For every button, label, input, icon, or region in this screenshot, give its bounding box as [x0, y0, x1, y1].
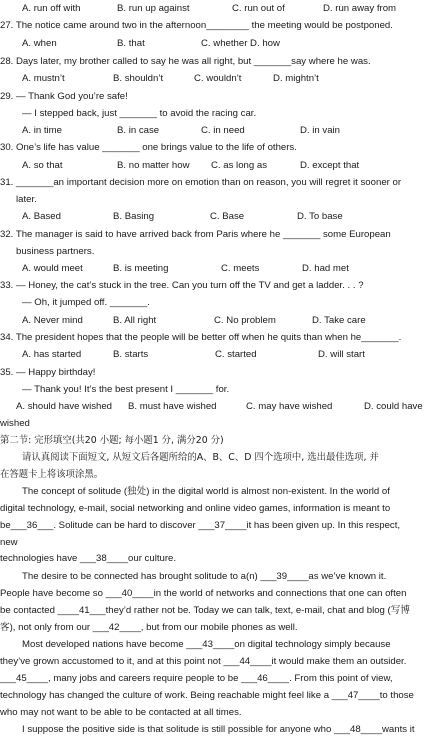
q31-option-c: C. Base — [210, 211, 245, 222]
q29-reply: — I stepped back, just _______ to avoid the racing car. — [22, 108, 257, 119]
q33-option-c: C. No problem — [214, 315, 276, 326]
passage-line: who may not want to be able to be contacted at all times. — [0, 707, 242, 718]
passage-line: The desire to be connected has brought solitude to a(n) ___39____as we’ve known it. — [22, 571, 387, 582]
q28-option-c: C. wouldn’t — [194, 73, 242, 84]
passage-line: technology has changed the culture of work. Being reachable might feel like a ___47____to those — [0, 690, 414, 701]
q35-reply: — Thank you! It’s the best present I _______ for. — [22, 384, 230, 395]
passage-line: digital technology, e-mail, social networking and online video games, information is meant to — [0, 503, 391, 514]
section-instruction: 请认真阅读下面短文, 从短文后各题所给的A、B、C、D 四个选项中, 选出最佳选项, 并 — [22, 452, 379, 463]
passage-line: People have become so ___40____in the world of networks and connections that one can often — [0, 588, 407, 599]
q34-option-d: D. will start — [318, 349, 365, 360]
passage-line: Most developed nations have become ___43____on digital technology simply because — [22, 639, 391, 650]
q33-option-b: B. All right — [113, 315, 157, 326]
q30-stem: 30. One’s life has value _______ one brings value to the life of others. — [0, 142, 297, 153]
q30-option-c: C. as long as — [211, 160, 267, 171]
q29-stem: 29. — Thank God you’re safe! — [0, 91, 128, 102]
q28-option-a: A. mustn’t — [22, 73, 65, 84]
q29-option-a: A. in time — [22, 125, 62, 136]
passage-line: ___45____, many jobs and careers require people to be ___46____. From this point of view, — [0, 673, 393, 684]
q35-option-a: A. should have wished — [16, 401, 112, 412]
q34-stem: 34. The president hopes that the people will be better off when he quits than when he_______. — [0, 332, 402, 343]
section-heading: 第二节: 完形填空(共20 小题; 每小题1 分, 满分20 分) — [0, 435, 224, 446]
q26-option-a: A. run off with — [22, 3, 81, 14]
q32-option-b: B. is meeting — [113, 263, 169, 274]
q33-option-d: D. Take care — [312, 315, 366, 326]
passage-line: new — [0, 537, 18, 548]
q26-option-d: D. run away from — [323, 3, 397, 14]
q35-option-d-cont: wished — [0, 418, 30, 429]
q35-option-b: B. must have wished — [128, 401, 217, 412]
q28-stem: 28. Days later, my brother called to say he was all right, but _______say where he was. — [0, 56, 371, 67]
q32-stem-cont: business partners. — [16, 246, 95, 257]
q34-option-b: B. starts — [113, 349, 149, 360]
q35-option-c: C. may have wished — [246, 401, 333, 412]
q27-option-a: A. when — [22, 38, 57, 49]
q29-option-d: D. in vain — [300, 125, 340, 136]
q31-stem-cont: later. — [16, 194, 37, 205]
q30-option-a: A. so that — [22, 160, 63, 171]
passage-line: be contacted ____41___they’d rather not be. Today we can talk, text, e-mail, chat and blog (写博 — [0, 605, 410, 616]
q35-stem: 35. — Happy birthday! — [0, 367, 96, 378]
passage-line: I suppose the positive side is that solitude is still possible for anyone who ___48____wants it — [22, 724, 415, 735]
q34-option-a: A. has started — [22, 349, 82, 360]
passage-line: technologies have ___38____our culture. — [0, 553, 177, 564]
q32-option-d: D. had met — [302, 263, 349, 274]
q27-option-b: B. that — [117, 38, 145, 49]
passage-line: 客), not only from our ___42____, but from our mobile phones as well. — [0, 622, 298, 633]
q33-option-a: A. Never mind — [22, 315, 83, 326]
q32-stem: 32. The manager is said to have arrived back from Paris where he _______ some European — [0, 229, 391, 240]
q31-option-a: A. Based — [22, 211, 61, 222]
q32-option-a: A. would meet — [22, 263, 83, 274]
section-instruction-cont: 在答题卡上将该项涂黑。 — [0, 469, 104, 480]
q34-option-c: C. started — [215, 349, 257, 360]
q31-option-b: B. Basing — [113, 211, 155, 222]
passage-line: The concept of solitude (独处) in the digital world is almost non-existent. In the world of — [22, 486, 390, 497]
q29-option-b: B. in case — [117, 125, 160, 136]
passage-line: they’ve grown accustomed to it, and at this point not ___44____it would make them an outsider. — [0, 656, 407, 667]
q26-option-c: C. run out of — [232, 3, 285, 14]
q27-option-cd: C. whether D. how — [201, 38, 280, 49]
q30-option-b: B. no matter how — [117, 160, 190, 171]
q32-option-c: C. meets — [221, 263, 260, 274]
passage-line: be___36___. Solitude can be hard to discover ___37____it has been given up. In this respect, — [0, 520, 401, 531]
q28-option-d: D. mightn’t — [273, 73, 319, 84]
q26-option-b: B. run up against — [117, 3, 190, 14]
q27-stem: 27. The notice came around two in the afternoon________ the meeting would be postponed. — [0, 20, 393, 31]
q31-stem: 31. _______an important decision more on emotion than on reason, you will regret it sooner or — [0, 177, 402, 188]
q29-option-c: C. in need — [201, 125, 245, 136]
q33-reply: — Oh, it jumped off. _______. — [22, 297, 150, 308]
q28-option-b: B. shouldn’t — [113, 73, 164, 84]
q35-option-d: D. could have — [364, 401, 423, 412]
q31-option-d: D. To base — [297, 211, 343, 222]
q30-option-d: D. except that — [300, 160, 360, 171]
q33-stem: 33. — Honey, the cat’s stuck in the tree. Can you turn off the TV and get a ladder. . . ? — [0, 280, 364, 291]
